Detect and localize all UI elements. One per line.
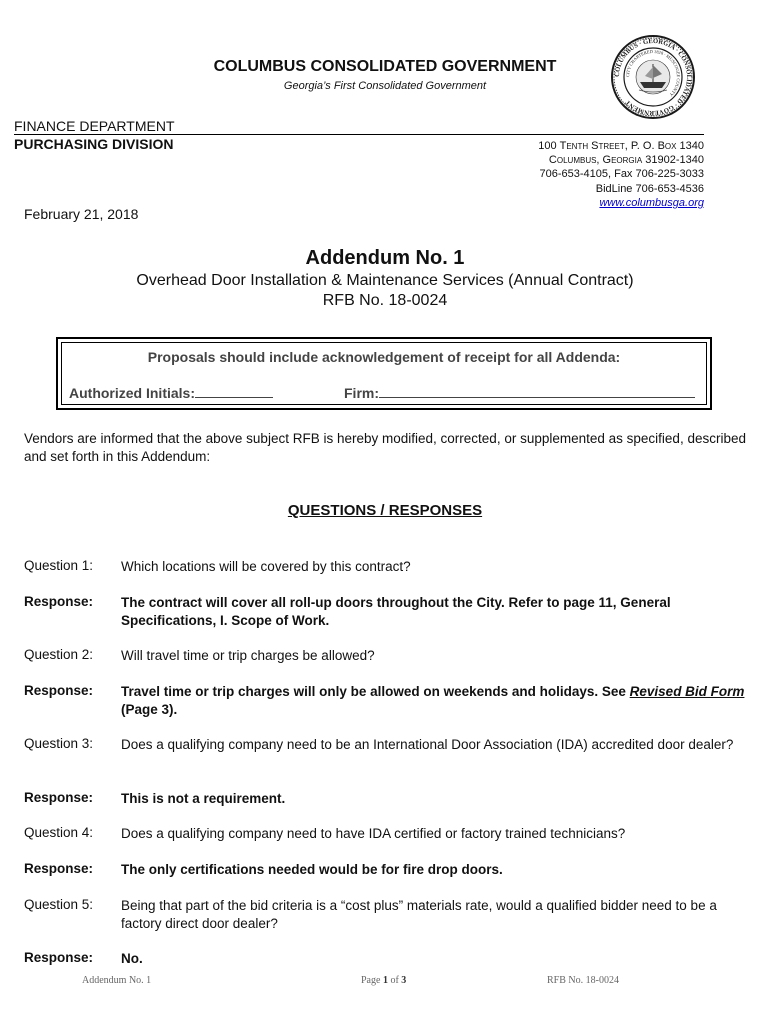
question-label: Question 3: bbox=[24, 736, 94, 751]
addendum-title: Addendum No. 1 bbox=[305, 247, 465, 269]
address-phone: 706-653-4105, Fax 706-225-3033 bbox=[539, 168, 704, 181]
website-link[interactable]: www.columbusga.org bbox=[599, 196, 704, 209]
question-text: Being that part of the bid criteria is a “cost plus” materials rate, would a qualified bidder need to be a factory direct door dealer? bbox=[121, 898, 717, 931]
response-label: Response: bbox=[24, 594, 94, 609]
initials-blank bbox=[195, 383, 273, 398]
question-text: Does a qualifying company need to be an International Door Association (IDA) accredited door dealer? bbox=[121, 737, 734, 752]
question-label: Question 1: bbox=[24, 558, 94, 573]
authorized-initials-field bbox=[69, 383, 273, 401]
address-city: Columbus, Georgia 31902-1340 bbox=[548, 154, 704, 167]
department-name: FINANCE DEPARTMENT bbox=[14, 118, 175, 134]
response-label: Response: bbox=[24, 683, 94, 698]
authorized-initials-label: Authorized Initials: bbox=[69, 385, 195, 401]
address-block bbox=[538, 139, 704, 210]
question-text: Does a qualifying company need to have IDA certified or factory trained technicians? bbox=[121, 826, 626, 841]
response-text: The contract will cover all roll-up doors throughout the City. Refer to page 11, General Specifications, I. Scope of Work. bbox=[121, 595, 671, 628]
intro-paragraph: Vendors are informed that the above subject RFB is hereby modified, corrected, or supplemented as specified, described and set forth in this Addendum: bbox=[24, 431, 746, 464]
response-text: Travel time or trip charges will only be allowed on weekends and holidays. See Revised Bid Form (Page 3). bbox=[121, 684, 745, 717]
rfb-number: RFB No. 18-0024 bbox=[322, 292, 448, 309]
footer-rfb-number: RFB No. 18-0024 bbox=[547, 975, 619, 986]
addendum-subtitle bbox=[0, 271, 770, 311]
revised-bid-form-reference: Revised Bid Form bbox=[629, 684, 745, 699]
footer-addendum: Addendum No. 1 bbox=[82, 975, 152, 986]
response-text: The only certifications needed would be for fire drop doors. bbox=[121, 862, 503, 877]
response-text: No. bbox=[121, 951, 143, 966]
response-label: Response: bbox=[24, 950, 94, 965]
response-text: This is not a requirement. bbox=[121, 791, 286, 806]
response-label: Response: bbox=[24, 861, 94, 876]
org-tagline: Georgia’s First Consolidated Government bbox=[283, 80, 487, 92]
org-name: COLUMBUS CONSOLIDATED GOVERNMENT bbox=[213, 58, 557, 75]
header-rule bbox=[14, 134, 704, 135]
document-date: February 21, 2018 bbox=[24, 206, 139, 222]
firm-blank bbox=[379, 383, 695, 398]
seal-outer-text: COLUMBUS · GEORGIA · CONSOLIDATED · GOVERNMENT bbox=[613, 37, 693, 117]
question-text: Will travel time or trip charges be allowed? bbox=[121, 648, 375, 663]
question-text: Which locations will be covered by this contract? bbox=[121, 559, 411, 574]
address-street: 100 Tenth Street, P. O. Box 1340 bbox=[538, 140, 704, 152]
firm-field bbox=[344, 383, 695, 401]
response-label: Response: bbox=[24, 790, 94, 805]
footer-page-number: Page 1 of 3 bbox=[361, 975, 407, 986]
acknowledgement-box bbox=[56, 337, 712, 410]
question-label: Question 2: bbox=[24, 647, 94, 662]
acknowledgement-statement: Proposals should include acknowledgement of receipt for all Addenda: bbox=[147, 349, 621, 365]
firm-label: Firm: bbox=[344, 385, 379, 401]
question-label: Question 4: bbox=[24, 825, 94, 840]
address-bidline: BidLine 706-653-4536 bbox=[595, 182, 704, 195]
project-name: Overhead Door Installation & Maintenance Services (Annual Contract) bbox=[136, 272, 634, 289]
seal-inner-text: CITY CHARTERED 1828 · MUSCOGEE COUNTY bbox=[624, 48, 682, 98]
qa-heading: QUESTIONS / RESPONSES bbox=[287, 502, 483, 519]
question-label: Question 5: bbox=[24, 897, 94, 912]
division-name: PURCHASING DIVISION bbox=[14, 136, 174, 152]
city-seal-logo bbox=[610, 34, 696, 120]
